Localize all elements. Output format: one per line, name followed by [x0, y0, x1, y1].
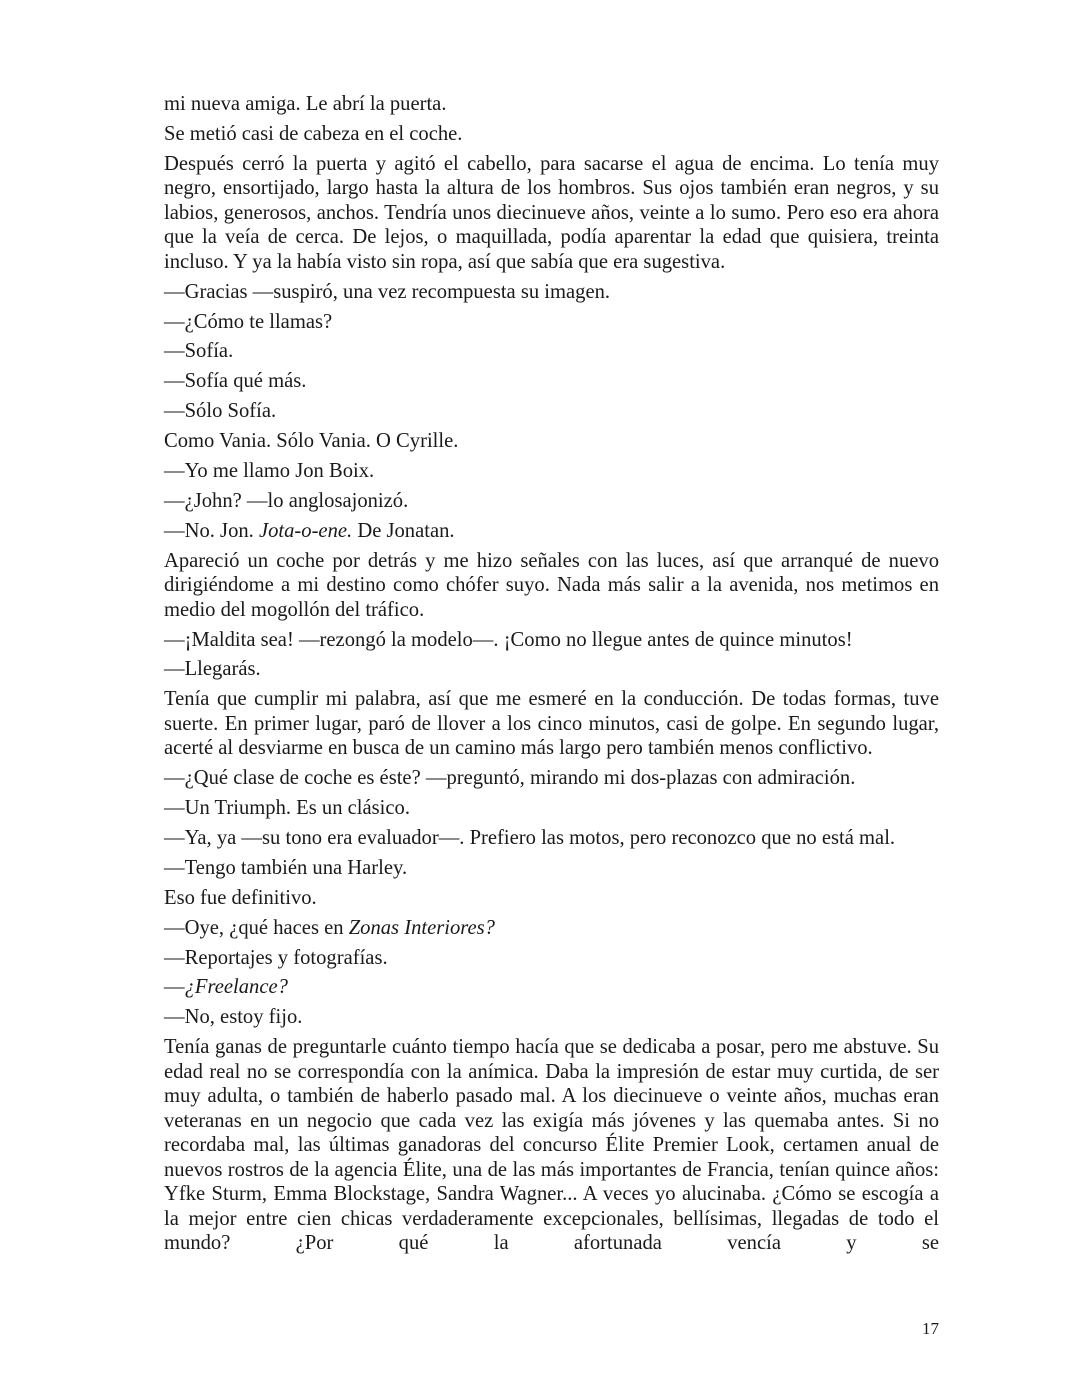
dialogue-line: —No, estoy fijo.: [164, 1006, 303, 1029]
paragraph: Se metió casi de cabeza en el coche.: [164, 122, 463, 145]
dialogue-line: —Yo me llamo Jon Boix.: [164, 460, 375, 483]
dialogue-line: —Gracias —suspiró, una vez recompuesta su imagen.: [164, 280, 611, 303]
dialogue-line: —Sólo Sofía.: [164, 400, 277, 423]
paragraph: mi nueva amiga. Le abrí la puerta.: [164, 93, 447, 115]
dialogue-line: —¿Cómo te llamas?: [164, 310, 333, 333]
paragraph: Apareció un coche por detrás y me hizo señales con las luces, así que arranqué de nuevo dirigiéndome a mi destino como chófer suyo. Nada más salir a la avenida, nos metimos en medio del mogollón del tráfico.: [164, 549, 939, 621]
paragraph: Eso fue definitivo.: [164, 886, 317, 909]
dialogue-line: —Reportajes y fotografías.: [164, 946, 388, 969]
dialogue-line: —Oye, ¿qué haces en Zonas Interiores?: [164, 916, 495, 939]
paragraph: Como Vania. Sólo Vania. O Cyrille.: [164, 430, 459, 453]
dialogue-line: —¿Freelance?: [164, 976, 288, 999]
dialogue-line: —Tengo también una Harley.: [164, 856, 408, 879]
dialogue-line: —Un Triumph. Es un clásico.: [164, 797, 410, 820]
dialogue-line: —¿Qué clase de coche es éste? —preguntó, mirando mi dos-plazas con admiración.: [164, 767, 856, 790]
dialogue-line: —Ya, ya —su tono era evaluador—. Prefiero las motos, pero reconozco que no está mal.: [164, 827, 896, 850]
body-text: [164, 92, 939, 1261]
dialogue-line: —¡Maldita sea! —rezongó la modelo—. ¡Como no llegue antes de quince minutos!: [164, 628, 853, 651]
paragraph: Tenía que cumplir mi palabra, así que me esmeré en la conducción. De todas formas, tuve suerte. En primer lugar, paró de llover a los cinco minutos, casi de golpe. En segundo lugar, acerté al desviarme en busca de un camino más largo pero también menos conflictivo.: [164, 688, 939, 760]
dialogue-line: —Sofía qué más.: [164, 370, 307, 393]
paragraph: Después cerró la puerta y agitó el cabello, para sacarse el agua de encima. Lo tenía muy negro, ensortijado, largo hasta la altura de los hombros. Sus ojos también eran negros, y su labios, generosos, anchos. Tendría unos diecinueve años, veinte a lo sumo. Pero eso era ahora que la veía de cerca. De lejos, o maquillada, podía aparentar la edad que quisiera, treinta incluso. Y ya la había visto sin ropa, así que sabía que era sugestiva.: [164, 152, 939, 273]
page-number: 17: [922, 1319, 939, 1338]
dialogue-line: —Sofía.: [164, 340, 234, 363]
dialogue-line: —Llegarás.: [164, 658, 261, 681]
paragraph: Tenía ganas de preguntarle cuánto tiempo hacía que se dedicaba a posar, pero me abstuve. Su edad real no se correspondía con la anímica. Daba la impresión de estar muy curtida, de ser muy adulta, o también de haberlo pasado mal. A los diecinueve o veinte años, muchas eran veteranas en un negocio que cada vez las exigía más jóvenes y las quemaba antes. Si no recordaba mal, las últimas ganadoras del concurso Élite Premier Look, certamen anual de nuevos rostros de la agencia Élite, una de las más importantes de Francia, tenían quince años: Yfke Sturm, Emma Blockstage, Sandra Wagner... A veces yo alucinaba. ¿Cómo se escogía a la mejor entre cien chicas verdaderamente excepcionales, bellísimas, llegadas de todo el mundo? ¿Por qué la afortunada vencía y se: [164, 1036, 939, 1255]
dialogue-line: —No. Jon. Jota-o-ene. De Jonatan.: [164, 519, 455, 542]
dialogue-line: —¿John? —lo anglosajonizó.: [164, 489, 409, 512]
